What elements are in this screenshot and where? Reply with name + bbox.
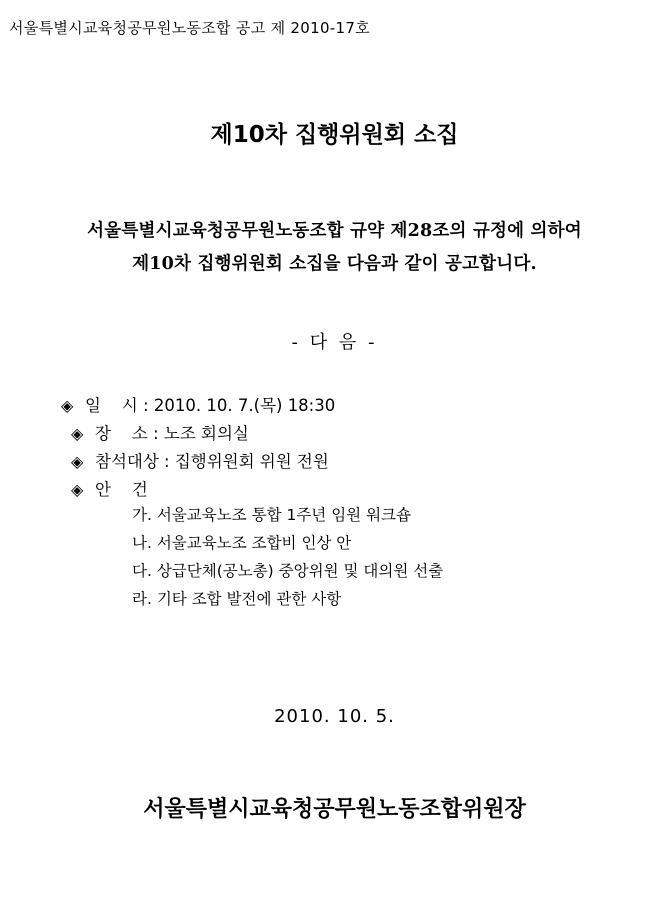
item-agenda-label: 안 건	[95, 480, 148, 499]
item-agenda	[71, 476, 148, 500]
page-title: 제10차 집행위원회 소집	[210, 122, 459, 148]
notice-number: 서울특별시교육청공무원노동조합 공고 제 2010-17호	[9, 19, 370, 37]
body-text-line-2: 제10차 집행위원회 소집을 다음과 같이 공고합니다.	[132, 254, 537, 274]
signer-name: 서울특별시교육청공무원노동조합위원장	[143, 797, 526, 822]
body-text-line-1: 서울특별시교육청공무원노동조합 규약 제28조의 규정에 의하여	[87, 221, 582, 241]
diamond-bullet-icon: ◈	[61, 396, 74, 415]
agenda-item: 가. 서울교육노조 통합 1주년 임원 워크숍	[132, 506, 411, 524]
section-heading: - 다 음 -	[291, 332, 378, 353]
agenda-item: 다. 상급단체(공노총) 중앙위원 및 대의원 선출	[132, 562, 444, 580]
item-place-value: 노조 회의실	[163, 424, 249, 443]
item-attendees-sep: :	[158, 452, 175, 471]
agenda-item: 라. 기타 조합 발전에 관한 사항	[132, 590, 342, 608]
diamond-bullet-icon: ◈	[71, 424, 84, 443]
item-date-value: 2010. 10. 7.(목) 18:30	[153, 396, 336, 415]
item-date	[61, 392, 335, 416]
item-attendees-value: 집행위원회 위원 전원	[174, 452, 329, 471]
item-attendees-label: 참석대상	[95, 452, 159, 471]
diamond-bullet-icon: ◈	[71, 452, 84, 471]
item-place	[71, 420, 249, 444]
diamond-bullet-icon: ◈	[71, 480, 84, 499]
item-attendees	[71, 448, 329, 472]
issue-date: 2010. 10. 5.	[274, 706, 395, 727]
item-date-label: 일 시	[85, 396, 138, 415]
item-place-label: 장 소	[95, 424, 148, 443]
agenda-item: 나. 서울교육노조 조합비 인상 안	[132, 534, 352, 552]
item-date-sep: :	[137, 396, 154, 415]
item-place-sep: :	[147, 424, 164, 443]
